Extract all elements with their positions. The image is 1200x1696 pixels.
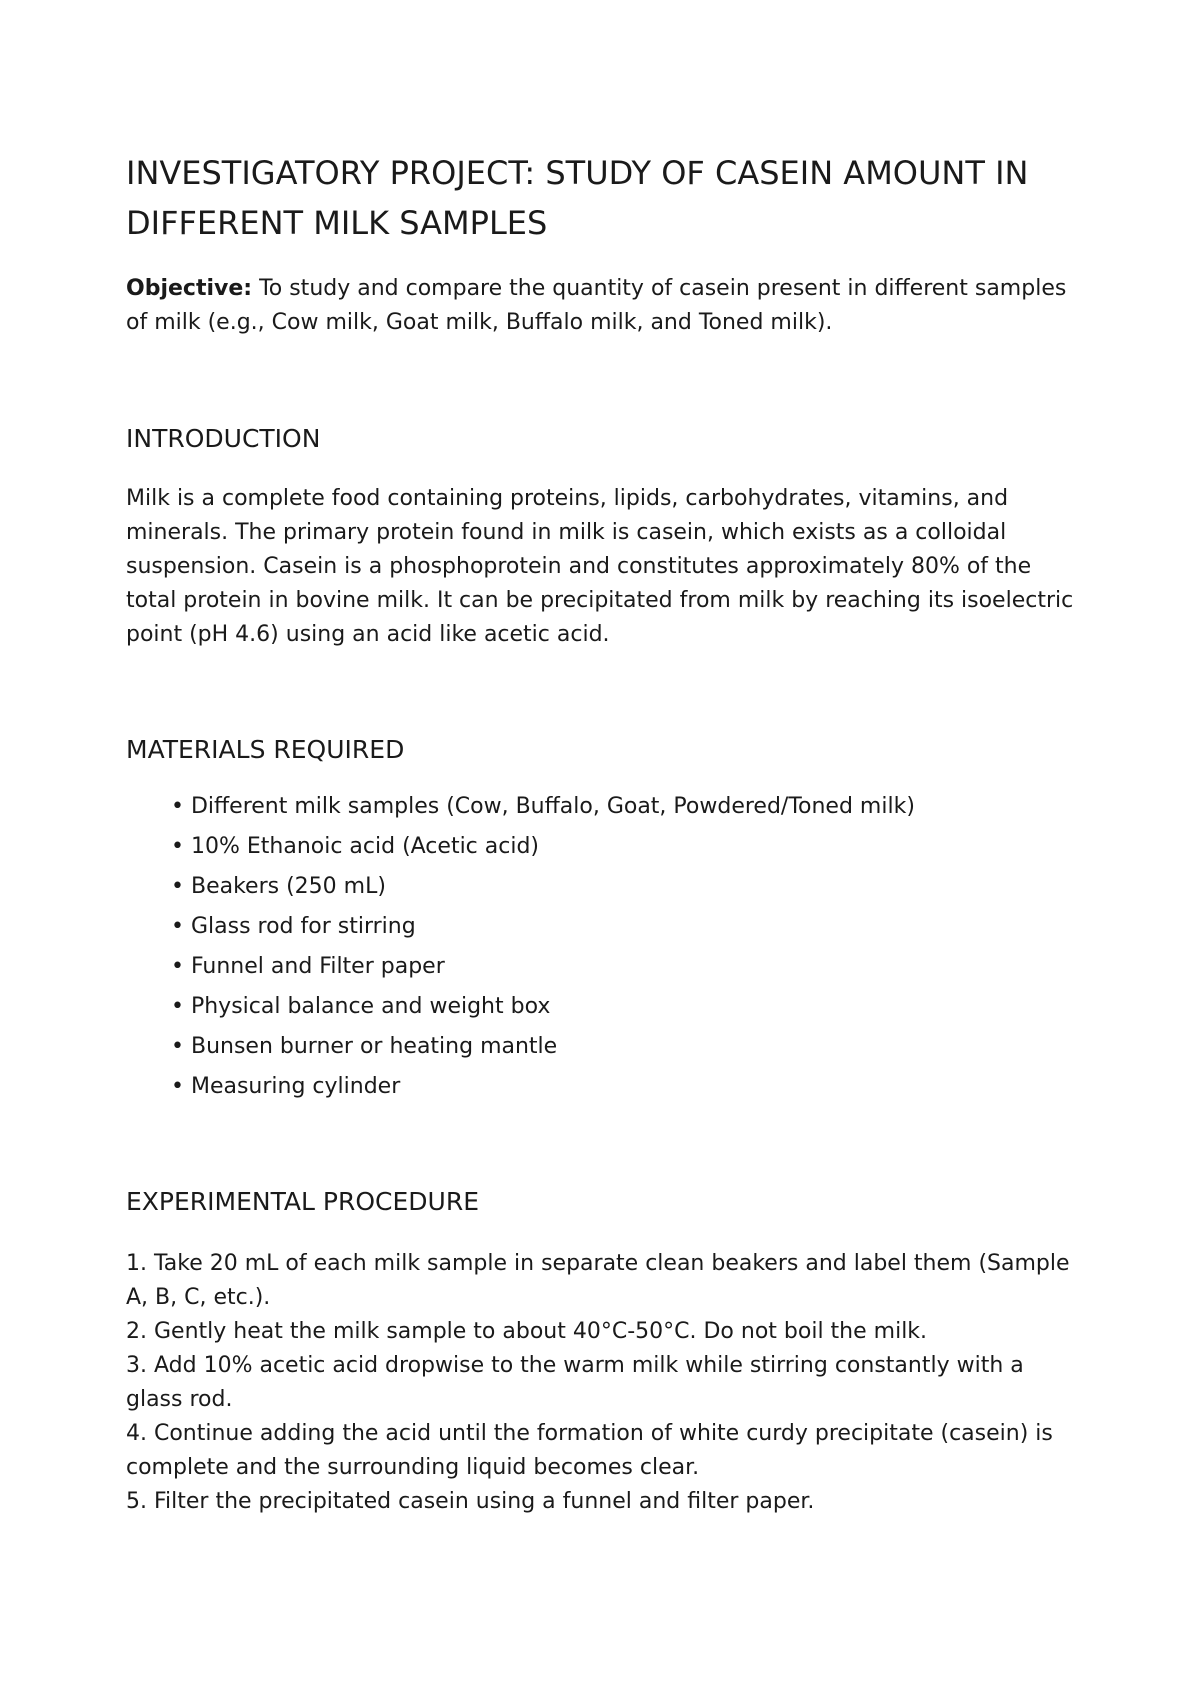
list-item: • Measuring cylinder [171,1074,401,1099]
procedure-steps [126,1247,1086,1519]
procedure-step: 3. Add 10% acetic acid dropwise to the warm milk while stirring constantly with a glass rod. [126,1353,1024,1412]
document-page [126,148,1086,1519]
objective-text: To study and compare the quantity of casein present in different samples of milk (e.g., Cow milk, Goat milk, Buffalo milk, and Toned milk). [126,276,1067,335]
objective-paragraph [126,272,1086,340]
list-item: • Different milk samples (Cow, Buffalo, Goat, Powdered/Toned milk) [171,794,915,819]
procedure-step: 4. Continue adding the acid until the formation of white curdy precipitate (casein) is complete and the surrounding liquid becomes clear. [126,1421,1053,1480]
materials-heading: MATERIALS REQUIRED [126,735,405,764]
materials-list [126,787,1086,1107]
procedure-heading: EXPERIMENTAL PROCEDURE [126,1187,480,1216]
list-item: • Beakers (250 mL) [171,874,386,899]
list-item: • Bunsen burner or heating mantle [171,1034,558,1059]
objective-label: Objective: [126,276,253,301]
list-item: • Glass rod for stirring [171,914,416,939]
document-title: INVESTIGATORY PROJECT: STUDY OF CASEIN AMOUNT IN DIFFERENT MILK SAMPLES [126,154,1029,242]
procedure-step: 2. Gently heat the milk sample to about 40°C-50°C. Do not boil the milk. [126,1319,928,1344]
procedure-step: 1. Take 20 mL of each milk sample in separate clean beakers and label them (Sample A, B, C, etc.). [126,1251,1070,1310]
procedure-step: 5. Filter the precipitated casein using a funnel and filter paper. [126,1489,815,1514]
introduction-heading: INTRODUCTION [126,424,321,453]
introduction-text: Milk is a complete food containing proteins, lipids, carbohydrates, vitamins, and minerals. The primary protein found in milk is casein, which exists as a colloidal suspension. Casein is a phosphoprotein and constitutes approximately 80% of the total protein in bovine milk. It can be precipitated from milk by reaching its isoelectric point (pH 4.6) using an acid like acetic acid. [126,486,1074,647]
list-item: • Funnel and Filter paper [171,954,445,979]
list-item: • Physical balance and weight box [171,994,551,1019]
list-item: • 10% Ethanoic acid (Acetic acid) [171,834,540,859]
